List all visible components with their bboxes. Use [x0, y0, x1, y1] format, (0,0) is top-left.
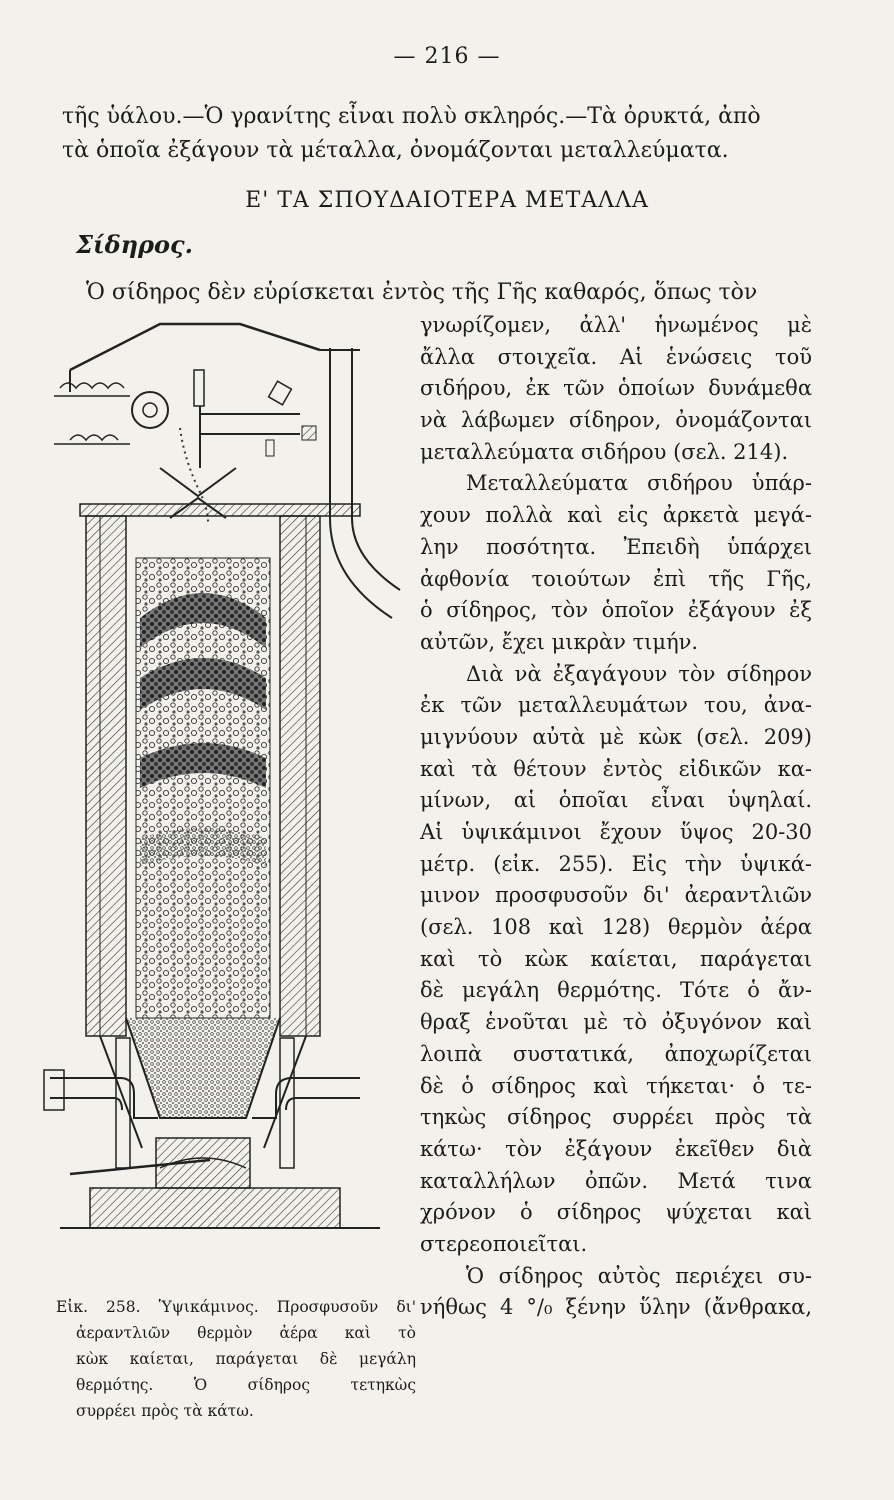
roof-line	[70, 324, 320, 370]
text-line: μινον προσφυσοῦν δι' ἀεραντλιῶν	[420, 883, 812, 908]
caption-line: κὼκ καίεται, παράγεται δὲ μεγάλη	[76, 1350, 416, 1368]
text-line: νὰ λάβωμεν σίδηρον, ὀνομάζονται	[420, 408, 812, 433]
text-line: στερεοποιεῖται.	[420, 1231, 588, 1256]
furnace-bosh	[126, 1018, 280, 1118]
text-line: αὐτῶν, ἔχει μικρὰν τιμήν.	[420, 629, 699, 654]
text-line: Διὰ νὰ ἐξαγάγουν τὸν σίδηρον	[466, 661, 812, 686]
text-line: τῆς ὑάλου.—Ὁ γρανίτης εἶναι πολὺ σκληρός.—Τὰ ὀρυκτά, ἀπὸ	[62, 104, 761, 129]
text-line: καταλλήλων ὀπῶν. Μετά τινα	[420, 1168, 812, 1193]
text-line: Αἱ ὑψικάμινοι ἔχουν ὕψος 20-30	[420, 820, 812, 844]
text-line: καὶ τὸ κὼκ καίεται, παράγεται	[420, 946, 812, 971]
text-line: κάτω· τὸν ἐξάγουν ἐκεῖθεν διὰ	[420, 1136, 812, 1161]
text-line: τὰ ὁποῖα ἐξάγουν τὰ μέταλλα, ὀνομάζονται μεταλλεύματα.	[62, 138, 729, 163]
foundation	[90, 1188, 340, 1228]
text-line: δὲ μεγάλη θερμότης. Τότε ὁ ἄν-	[420, 978, 812, 1003]
text-line: ἀφθονία τοιούτων ἐπὶ τῆς Γῆς,	[420, 566, 812, 591]
text-line: μιγνύουν αὐτὰ μὲ κὼκ (σελ. 209)	[420, 724, 812, 749]
text-line: μέτρ. (εἰκ. 255). Εἰς τὴν ὑψικά-	[420, 851, 812, 876]
figure-caption	[56, 1294, 416, 1424]
text-line: λοιπὰ συστατικά, ἀποχωρίζεται	[420, 1041, 812, 1066]
text-line: λην ποσότητα. Ἐπειδὴ ὑπάρχει	[420, 534, 812, 559]
charging-wheel	[132, 392, 168, 428]
text-line: νήθως 4 °/₀ ξένην ὕλην (ἄνθρακα,	[420, 1295, 812, 1320]
caption-line: συρρέει πρὸς τὰ κάτω.	[76, 1402, 254, 1420]
text-line: μεταλλεύματα σιδήρου (σελ. 214).	[420, 439, 789, 464]
blast-furnace-illustration	[30, 318, 410, 1268]
text-line: χουν πολλὰ καὶ εἰς ἀρκετὰ μεγά-	[420, 503, 812, 528]
text-line: Μεταλλεύματα σιδήρου ὑπάρ-	[466, 471, 812, 496]
text-line: μίνων, αἱ ὁποῖαι εἶναι ὑψηλαί.	[420, 788, 812, 813]
text-line: γνωρίζομεν, ἀλλ' ἡνωμένος μὲ	[420, 313, 812, 337]
text-line: (σελ. 108 καὶ 128) θερμὸν ἀέρα	[420, 915, 812, 940]
text-line: θραξ ἑνοῦται μὲ τὸ ὀξυγόνον καὶ	[420, 1010, 812, 1035]
text-line: δὲ ὁ σίδηρος καὶ τήκεται· ὁ τε-	[420, 1073, 812, 1098]
page-number: — 216 —	[393, 44, 501, 69]
text-line: τηκὼς σίδηρος συρρέει πρὸς τὰ	[420, 1105, 812, 1130]
subheading: Σίδηρος.	[76, 230, 193, 259]
text-line: σιδήρου, ἐκ τῶν ὁποίων δυνάμεθα	[420, 376, 812, 401]
top-platform	[80, 504, 360, 516]
text-line: ἄλλα στοιχεῖα. Αἱ ἑνώσεις τοῦ	[420, 344, 812, 369]
furnace-wall-right	[280, 516, 320, 1036]
text-line: Ὁ σίδηρος αὐτὸς περιέχει συ-	[466, 1263, 812, 1288]
text-line: χρόνον ὁ σίδηρος ψύχεται καὶ	[420, 1200, 812, 1225]
right-column-text	[420, 310, 812, 1324]
furnace-wall-left	[86, 516, 126, 1036]
text-line: ὁ σίδηρος, τὸν ὁποῖον ἐξάγουν ἐξ	[420, 598, 812, 623]
caption-line: θερμότης. Ὁ σίδηρος τετηκὼς	[76, 1376, 416, 1394]
section-heading: Ε' ΤΑ ΣΠΟΥΔΑΙΟΤΕΡΑ ΜΕΤΑΛΛΑ	[245, 188, 649, 213]
caption-line: Εἰκ. 258. Ὑψικάμινος. Προσφυσοῦν δι'	[56, 1298, 416, 1316]
text-line: ἐκ τῶν μεταλλευμάτων του, ἀνα-	[420, 693, 812, 718]
paragraph-first-line: Ὁ σίδηρος δὲν εὑρίσκεται ἐντὸς τῆς Γῆς καθαρός, ὅπως τὸν	[86, 280, 758, 305]
caption-line: ἀεραντλιῶν θερμὸν ἀέρα καὶ τὸ	[76, 1324, 416, 1342]
text-line: καὶ τὰ θέτουν ἐντὸς εἰδικῶν κα-	[420, 756, 812, 781]
